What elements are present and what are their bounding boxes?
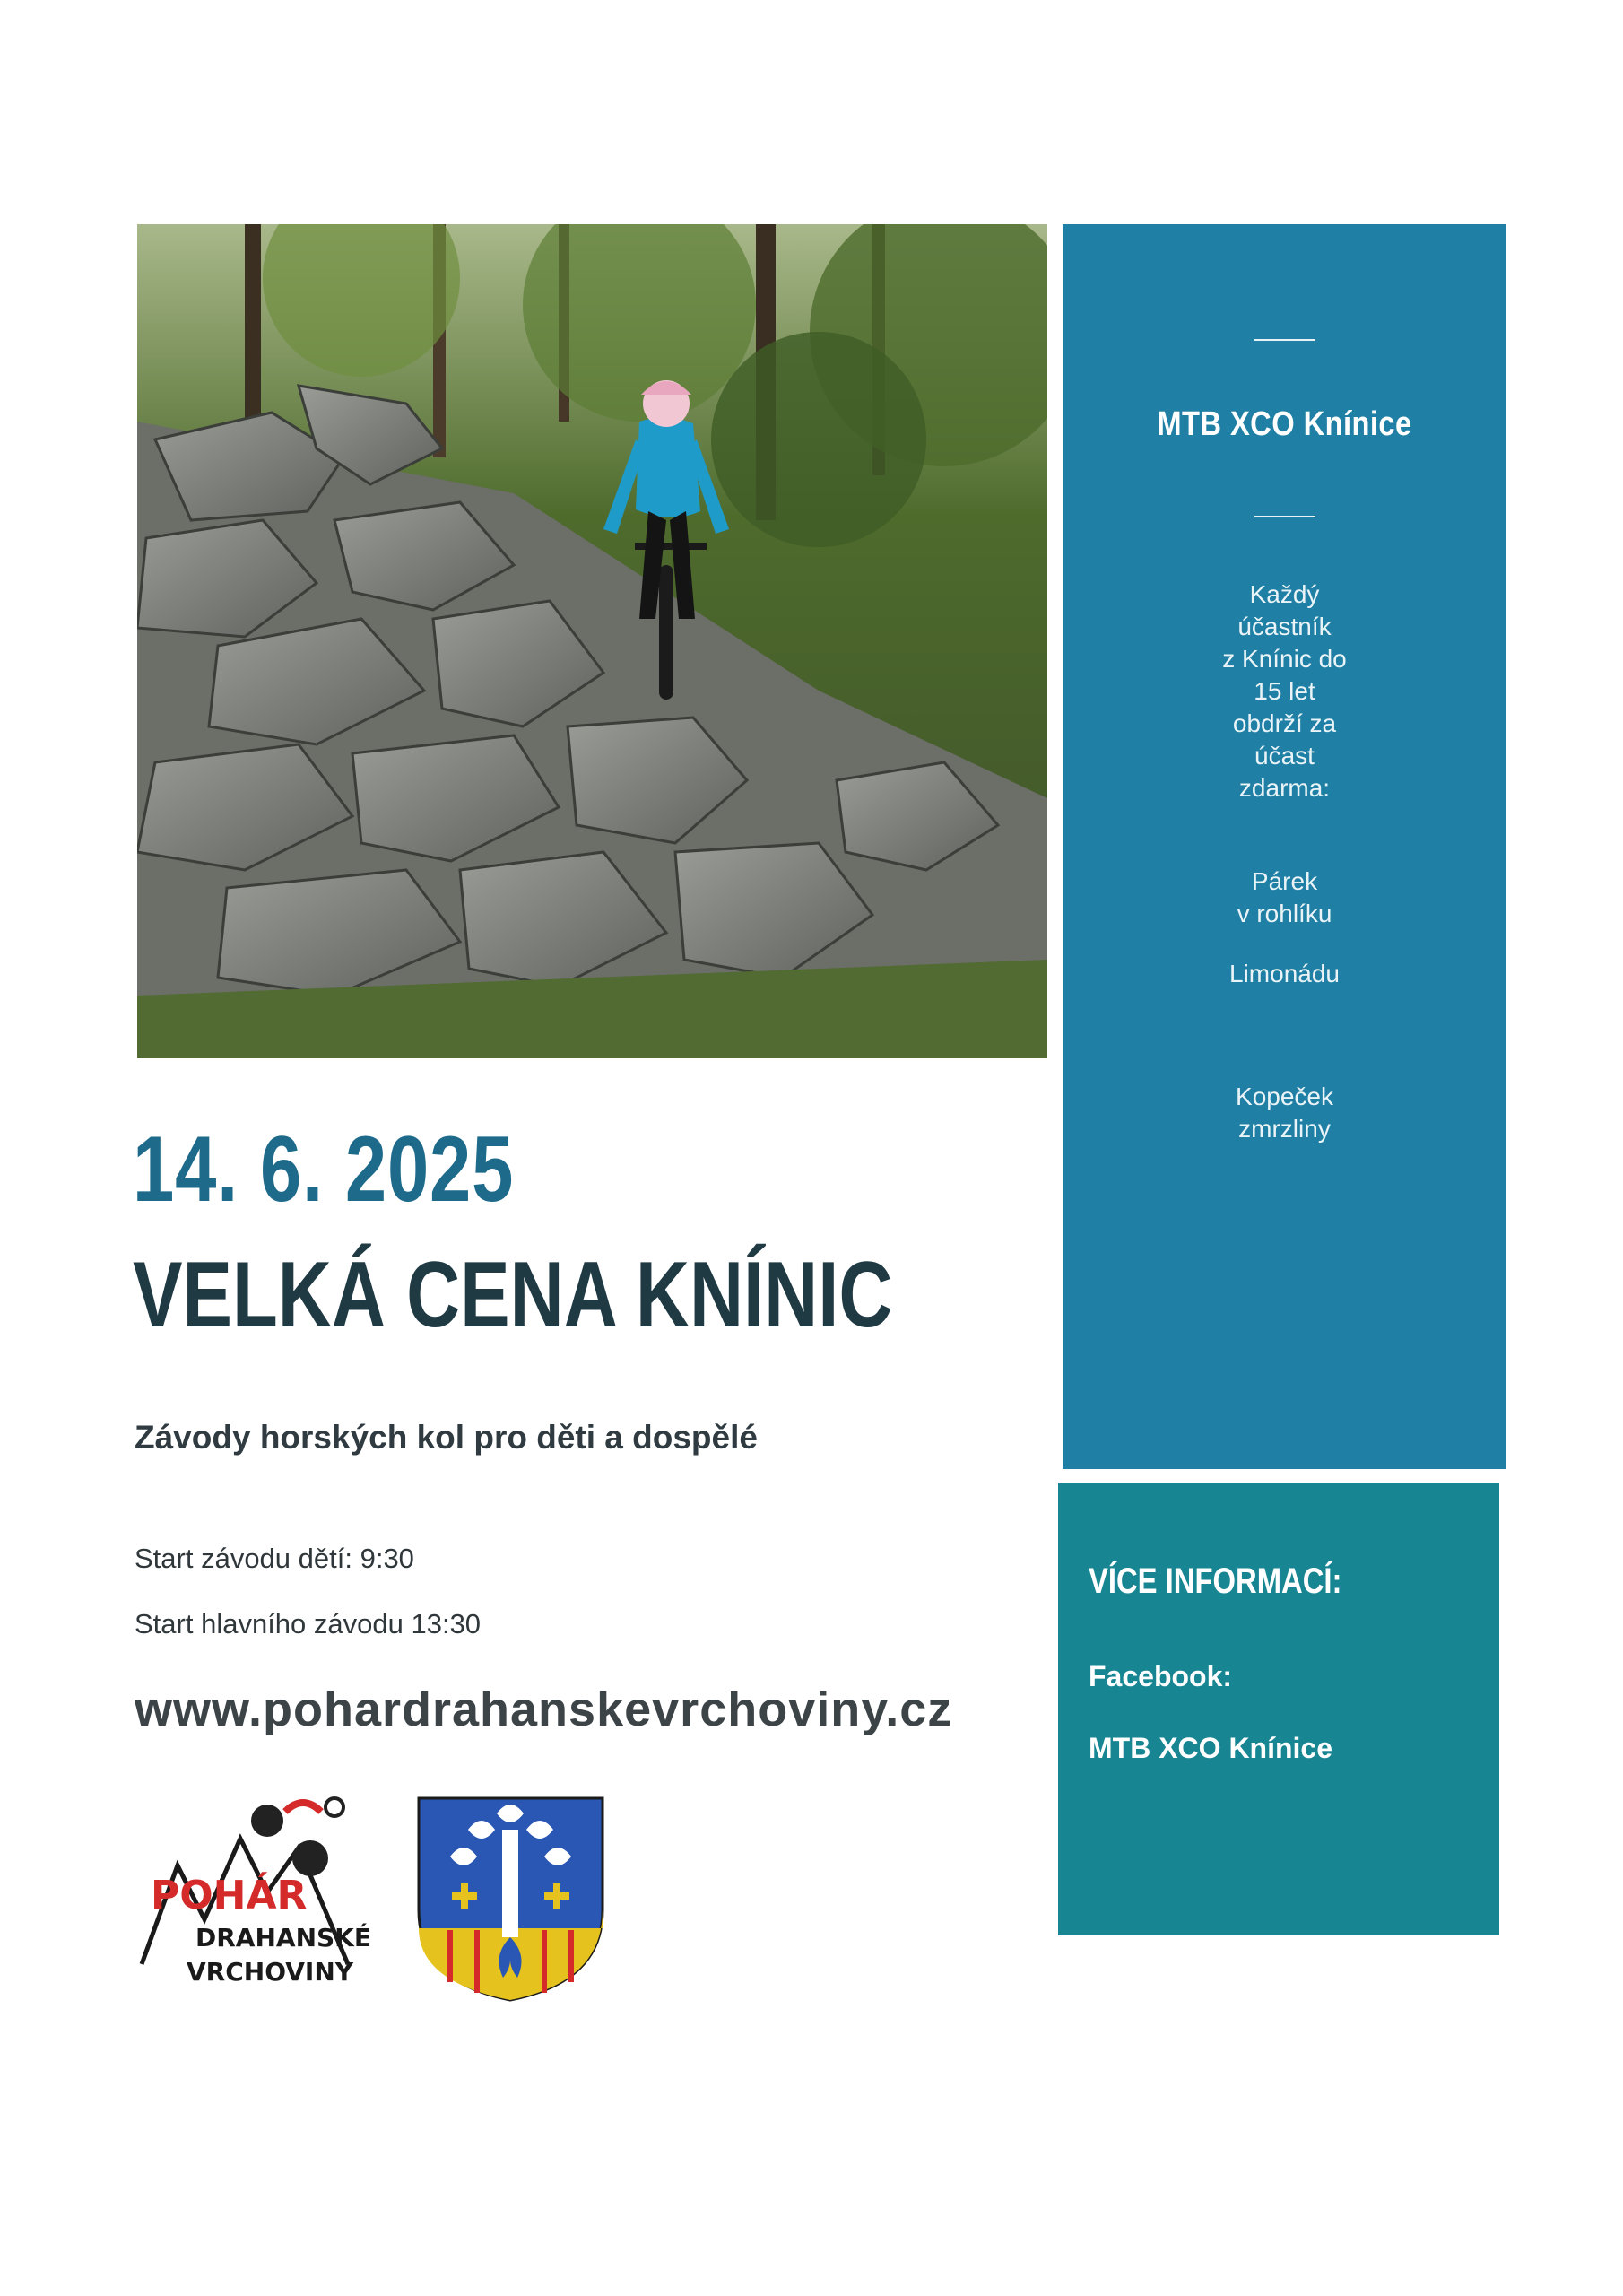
more-info-heading: VÍCE INFORMACÍ:: [1089, 1561, 1342, 1601]
start-children: Start závodu dětí: 9:30: [135, 1543, 414, 1574]
offer-line: účast: [1254, 742, 1315, 770]
more-info-panel: [1058, 1483, 1499, 1935]
offer-item-line: Párek: [1251, 867, 1318, 895]
facebook-page-name[interactable]: MTB XCO Knínice: [1089, 1732, 1333, 1764]
facebook-label: Facebook:: [1089, 1660, 1233, 1692]
offer-line: z Knínic do: [1222, 645, 1347, 673]
panel-title: MTB XCO Knínice: [1157, 405, 1412, 443]
offer-item-line: Limonádu: [1229, 960, 1340, 987]
pohar-logo-graphic: [133, 1785, 393, 2009]
offer-item-line: zmrzliny: [1238, 1115, 1331, 1143]
offer-item-line: v rohlíku: [1237, 900, 1332, 927]
divider-line: [1254, 516, 1315, 517]
offer-line: zdarma:: [1238, 774, 1331, 802]
event-title: VELKÁ CENA KNÍNIC: [133, 1243, 893, 1347]
offer-line: 15 let: [1254, 677, 1315, 705]
hero-photo: [137, 224, 1047, 1058]
offer-line: účastník: [1237, 613, 1332, 640]
promo-panel: [1063, 224, 1506, 1469]
offer-line: Každý: [1249, 580, 1320, 608]
logo-text-line2: DRAHANSKÉ: [195, 1923, 371, 1952]
logo-text-line3: VRCHOVINY: [187, 1957, 354, 1987]
offer-item-ice-cream: [1143, 1081, 1426, 1145]
offer-item-sausage: [1143, 865, 1426, 930]
offer-text: [1215, 578, 1354, 804]
divider-line: [1254, 339, 1315, 341]
event-subtitle: Závody horských kol pro děti a dospělé: [135, 1419, 758, 1456]
website-link[interactable]: www.pohardrahanskevrchoviny.cz: [135, 1683, 953, 1736]
cyclist-photo: [137, 224, 1047, 1058]
logo-text-line1: POHÁR: [151, 1873, 308, 1918]
event-date: 14. 6. 2025: [133, 1118, 515, 1222]
offer-item-line: Kopeček: [1236, 1083, 1333, 1110]
offer-item-lemonade: [1143, 958, 1426, 990]
crest-icon: [414, 1794, 607, 2005]
start-main: Start hlavního závodu 13:30: [135, 1608, 482, 1639]
coat-of-arms: [414, 1794, 607, 2005]
pohar-logo: [133, 1785, 393, 2009]
offer-line: obdrží za: [1232, 709, 1337, 737]
